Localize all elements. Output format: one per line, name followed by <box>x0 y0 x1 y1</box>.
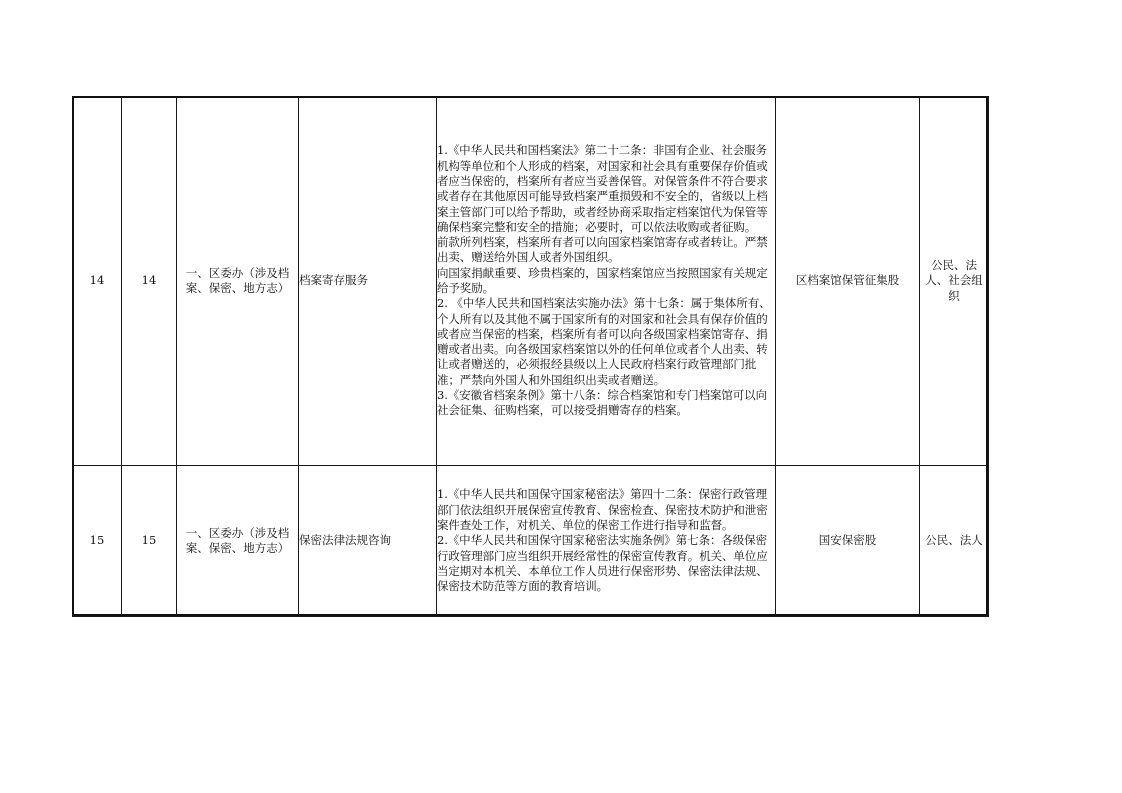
row-item-name-cell: 档案寄存服务 <box>299 97 437 466</box>
row-service-target-cell: 公民、法人 <box>920 466 989 617</box>
public-service-table <box>72 96 989 617</box>
row-legal-basis-cell <box>437 97 776 466</box>
legal-basis-paragraph: 3.《安徽省档案条例》第十八条：综合档案馆和专门档案馆可以向社会征集、征购档案，可以接受捐赠寄存的档案。 <box>437 388 767 418</box>
row-seq-cell: 14 <box>73 97 122 466</box>
legal-basis-paragraph: 2.《中华人民共和国保守国家秘密法实施条例》第七条：各级保密行政管理部门应当组织开展经常性的保密宣传教育。机关、单位应当定期对本机关、本单位工作人员进行保密形势、保密法律法规、保密技术防范等方面的教育培训。 <box>437 533 768 594</box>
row-service-target-cell: 公民、法人、社会组织 <box>920 97 989 466</box>
row-department-cell: 一、区委办（涉及档案、保密、地方志） <box>177 466 299 617</box>
row-code-cell: 15 <box>122 466 177 617</box>
legal-basis-paragraph: 2. 《中华人民共和国档案法实施办法》第十七条：属于集体所有、个人所有以及其他不属于国家所有的对国家和社会具有保存价值的或者应当保密的档案，档案所有者可以向各级国家档案馆寄存、捐赠或者出卖。向各级国家档案馆以外的任何单位或者个人出卖、转让或者赠送的，必须报经县级以上人民政府档案行政管理部门批准；严禁向外国人和外国组织出卖或者赠送。 <box>437 296 771 387</box>
row-department-cell: 一、区委办（涉及档案、保密、地方志） <box>177 97 299 466</box>
row-legal-basis-cell <box>437 466 776 617</box>
row-responsible-unit-cell: 国安保密股 <box>776 466 920 617</box>
legal-basis-paragraph: 前款所列档案，档案所有者可以向国家档案馆寄存或者转让。严禁出卖、赠送给外国人或者外国组织。 <box>437 235 768 265</box>
row-responsible-unit-cell: 区档案馆保管征集股 <box>776 97 920 466</box>
row-seq-cell: 15 <box>73 466 122 617</box>
table-row <box>73 97 989 466</box>
row-code-cell: 14 <box>122 97 177 466</box>
legal-basis-paragraph: 1.《中华人民共和国档案法》第二十二条：非国有企业、社会服务机构等单位和个人形成的档案，对国家和社会具有重要保存价值或者应当保密的，档案所有者应当妥善保管。对保管条件不符合要求或者存在其他原因可能导致档案严重损毁和不安全的，省级以上档案主管部门可以给予帮助，或者经协商采取指定档案馆代为保管等确保档案完整和安全的措施；必要时，可以依法收购或者征购。 <box>437 143 768 234</box>
document-table-wrapper <box>72 96 989 617</box>
legal-basis-paragraph: 1.《中华人民共和国保守国家秘密法》第四十二条：保密行政管理部门依法组织开展保密宣传教育、保密检查、保密技术防护和泄密案件查处工作，对机关、单位的保密工作进行指导和监督。 <box>437 487 768 533</box>
table-row <box>73 466 989 617</box>
legal-basis-paragraph: 向国家捐献重要、珍贵档案的，国家档案馆应当按照国家有关规定给予奖励。 <box>437 265 768 295</box>
row-item-name-cell: 保密法律法规咨询 <box>299 466 437 617</box>
